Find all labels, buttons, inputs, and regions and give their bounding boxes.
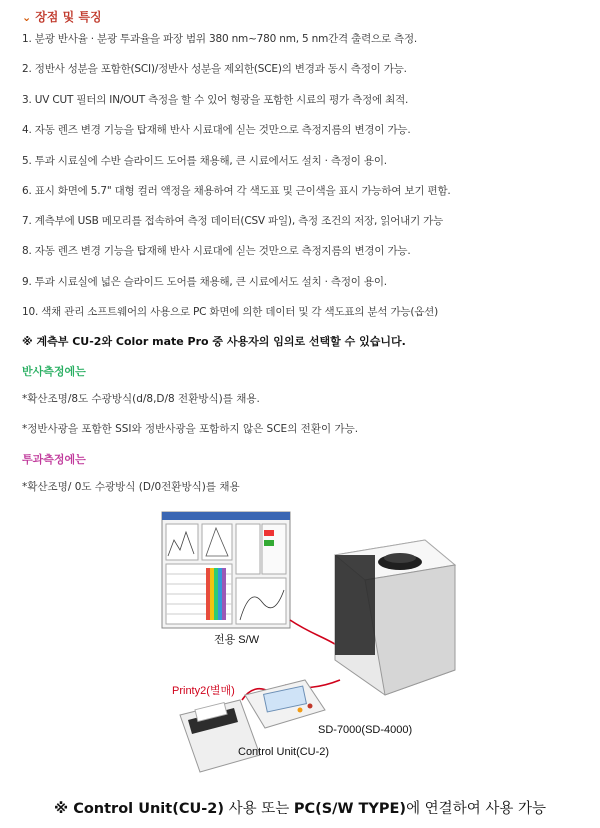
software-label: 전용 S/W	[214, 634, 260, 646]
feature-item-3: 3. UV CUT 필터의 IN/OUT 측정을 할 수 있어 형광을 포함한 시료의 평가 측정에 최적.	[22, 94, 409, 106]
footer-text-1: 사용 또는	[223, 801, 294, 817]
feature-item-9: 9. 투과 시료실에 넓은 슬라이드 도어를 채용해, 큰 시료에서도 설치 · 측정이 용이.	[22, 276, 387, 288]
feature-item-7: 7. 계측부에 USB 메모리를 접속하여 측정 데이터(CSV 파일), 측정 조건의 저장, 읽어내기 가능	[22, 215, 444, 227]
feature-item-2: 2. 정반사 성분을 포함한(SCI)/정반사 성분을 제외한(SCE)의 변경과 동시 측정이 가능.	[22, 63, 407, 75]
footer-prefix: ※	[54, 801, 74, 817]
transmission-line-1: *확산조명/ 0도 수광방식 (D/0전환방식)를 채용	[22, 481, 240, 493]
reflection-line-2: *정반사광을 포함한 SSI와 정반사광을 포함하지 않은 SCE의 전환이 가능.	[22, 423, 359, 435]
feature-item-5: 5. 투과 시료실에 수반 슬라이드 도어를 채용해, 큰 시료에서도 설치 · 측정이 용이.	[22, 155, 387, 167]
reflection-line-1: *확산조명/8도 수광방식(d/8,D/8 전환방식)를 채용.	[22, 393, 260, 405]
feature-item-8: 8. 자동 렌즈 변경 기능을 탑재해 반사 시료대에 싣는 것만으로 측정지름의 변경이 가능.	[22, 245, 411, 257]
software-window-illustration	[162, 512, 290, 628]
device-label: SD-7000(SD-4000)	[318, 724, 413, 736]
control-unit-label: Control Unit(CU-2)	[238, 746, 330, 758]
sd7000-device-illustration	[335, 540, 455, 695]
transmission-heading: 투과측정에는	[22, 453, 86, 466]
footer-pc-type: PC(S/W TYPE)	[293, 801, 407, 817]
footer-text-2: 에 연결하여 사용 가능	[406, 801, 546, 817]
feature-item-4: 4. 자동 렌즈 변경 기능을 탑재해 반사 시료대에 싣는 것만으로 측정지름의 변경이 가능.	[22, 124, 411, 136]
reflection-heading: 반사측정에는	[22, 365, 86, 378]
feature-item-1: 1. 분광 반사율 · 분광 투과율을 파장 범위 380 nm~780 nm, 5 nm간격 출력으로 측정.	[22, 33, 418, 45]
selection-note: ※ 계측부 CU-2와 Color mate Pro 중 사용자의 임의로 선택할 수 있습니다.	[22, 335, 406, 348]
product-illustration	[150, 510, 470, 780]
features-heading-text: 장점 및 특징	[35, 10, 102, 24]
feature-item-10: 10. 색채 관리 소프트웨어의 사용으로 PC 화면에 의한 데이터 및 각 색도표의 분석 가능(옵션)	[22, 306, 439, 318]
footer-control-unit: Control Unit(CU-2)	[73, 801, 224, 817]
usage-footer	[0, 797, 600, 818]
chevron-down-icon: ⌄	[22, 11, 32, 24]
feature-item-6: 6. 표시 화면에 5.7" 대형 컬러 액정을 채용하여 각 색도표 및 근이색을 표시 가능하여 보기 편함.	[22, 185, 451, 197]
product-figure	[150, 510, 470, 780]
printer-illustration	[180, 700, 260, 772]
features-heading	[22, 8, 102, 25]
printer-label: Printy2(별매)	[172, 685, 235, 697]
